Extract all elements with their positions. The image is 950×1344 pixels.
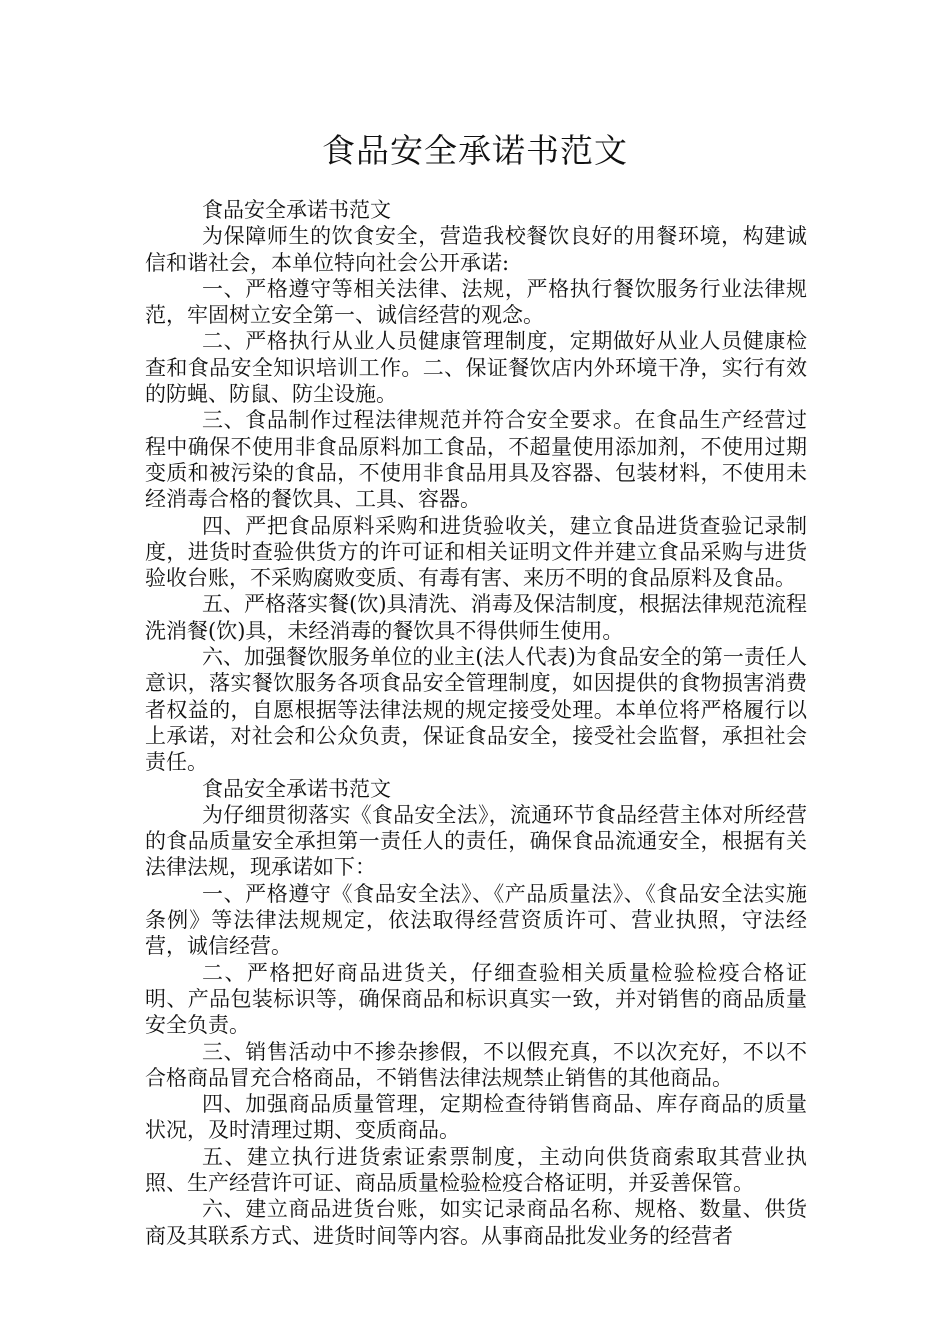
paragraph: 食品安全承诺书范文 xyxy=(202,776,391,801)
paragraph: 六、建立商品进货台账，如实记录商品名称、规格、数量、供货商及其联系方式、进货时间等内容。从事商品批发业务的经营者 xyxy=(145,1197,807,1248)
paragraph: 二、严格执行从业人员健康管理制度，定期做好从业人员健康检查和食品安全知识培训工作。二、保证餐饮店内外环境干净，实行有效的防蝇、防鼠、防尘设施。 xyxy=(145,329,807,407)
paragraph: 一、严格遵守《食品安全法》、《产品质量法》、《食品安全法实施条例》等法律法规规定，依法取得经营资质许可、营业执照，守法经营，诚信经营。 xyxy=(145,881,807,959)
document-title: 食品安全承诺书范文 xyxy=(322,131,628,170)
paragraph: 六、加强餐饮服务单位的业主(法人代表)为食品安全的第一责任人意识，落实餐饮服务各项食品安全管理制度，如因提供的食物损害消费者权益的，自愿根据等法律法规的规定接受处理。本单位将严格履行以上承诺，对社会和公众负责，保证食品安全，接受社会监督，承担社会责任。 xyxy=(145,645,807,775)
paragraph: 一、严格遵守等相关法律、法规，严格执行餐饮服务行业法律规范，牢固树立安全第一、诚信经营的观念。 xyxy=(145,276,807,328)
paragraph: 为仔细贯彻落实《食品安全法》，流通环节食品经营主体对所经营的食品质量安全承担第一责任人的责任，确保食品流通安全，根据有关法律法规，现承诺如下： xyxy=(145,802,807,880)
paragraph: 五、建立执行进货索证索票制度，主动向供货商索取其营业执照、生产经营许可证、商品质量检验检疫合格证明，并妥善保管。 xyxy=(145,1144,807,1195)
paragraph: 食品安全承诺书范文 xyxy=(202,198,391,222)
paragraph: 为保障师生的饮食安全，营造我校餐饮良好的用餐环境，构建诚信和谐社会，本单位特向社会公开承诺: xyxy=(145,224,807,275)
paragraph: 五、严格落实餐(饮)具清洗、消毒及保洁制度，根据法律规范流程洗消餐(饮)具，未经消毒的餐饮具不得供师生使用。 xyxy=(145,592,807,643)
paragraph: 二、严格把好商品进货关，仔细查验相关质量检验检疫合格证明、产品包装标识等，确保商品和标识真实一致，并对销售的商品质量安全负责。 xyxy=(145,960,807,1038)
paragraph: 四、严把食品原料采购和进货验收关，建立食品进货查验记录制度，进货时查验供货方的许可证和相关证明文件并建立食品采购与进货验收台账，不采购腐败变质、有毒有害、来历不明的食品原料及食品。 xyxy=(145,513,807,591)
document-body xyxy=(145,197,807,1249)
paragraph: 三、食品制作过程法律规范并符合安全要求。在食品生产经营过程中确保不使用非食品原料加工食品，不超量使用添加剂，不使用过期变质和被污染的食品，不使用非食品用具及容器、包装材料，不使用未经消毒合格的餐饮具、工具、容器。 xyxy=(145,408,807,512)
paragraph: 四、加强商品质量管理，定期检查待销售商品、库存商品的质量状况，及时清理过期、变质商品。 xyxy=(145,1092,807,1143)
paragraph: 三、销售活动中不掺杂掺假，不以假充真，不以次充好，不以不合格商品冒充合格商品，不销售法律法规禁止销售的其他商品。 xyxy=(145,1039,807,1090)
